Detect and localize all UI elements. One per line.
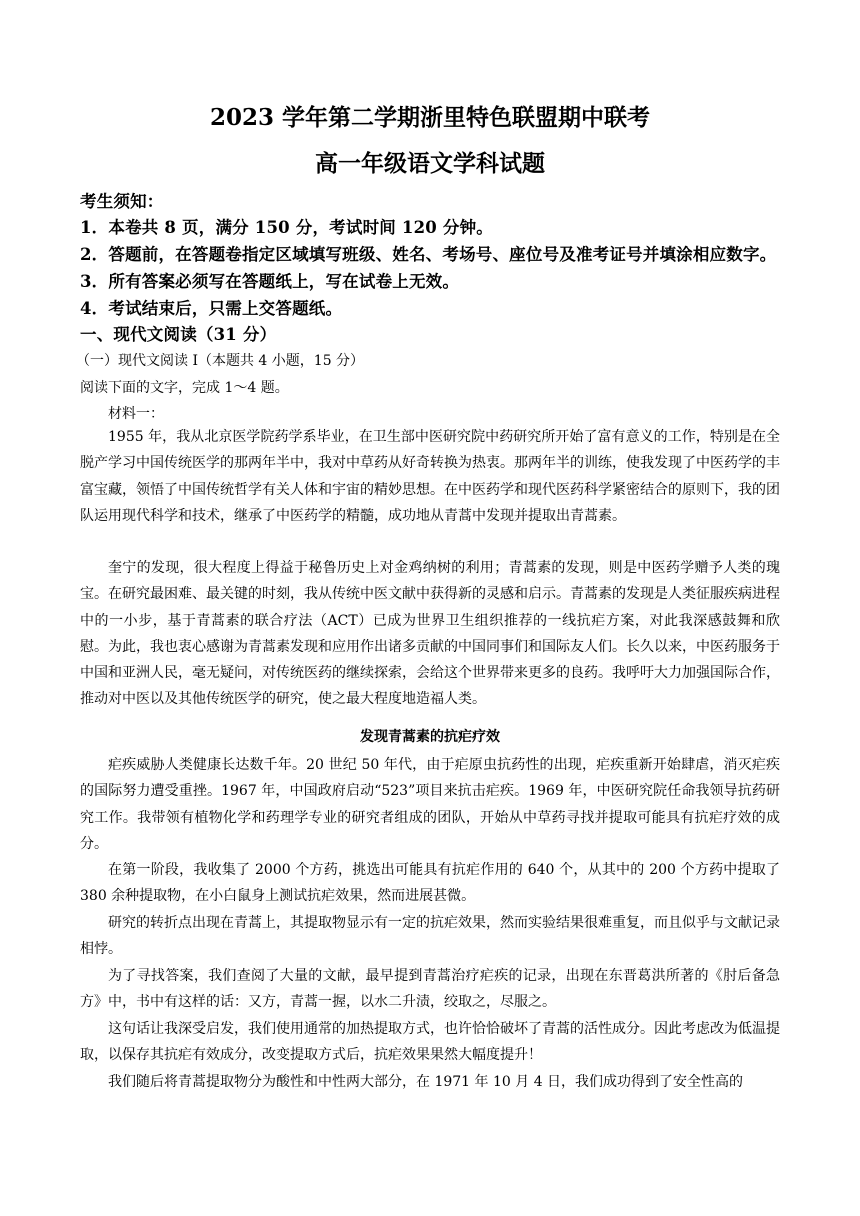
sub-section-heading: （一）现代文阅读 Ⅰ（本题共 4 小题，15 分） (76, 353, 365, 369)
paragraph-6: 为了寻找答案，我们查阅了大量的文献，最早提到青蒿治疗疟疾的记录，出现在东晋葛洪所著的《肘后备急方》中，书中有这样的话：又方，青蒿一握，以水二升渍，绞取之，尽服之。 (80, 968, 780, 1011)
notice-item-2: 2．答题前，在答题卷指定区域填写班级、姓名、考场号、座位号及准考证号并填涂相应数字。 (80, 245, 777, 264)
paragraph-4: 在第一阶段，我收集了 2000 个方药，挑选出可能具有抗疟作用的 640 个，从其中的 200 个方药中提取了 380 余种提取物，在小白鼠身上测试抗疟效果，然而进展甚微。 (80, 862, 780, 905)
paragraph-8: 我们随后将青蒿提取物分为酸性和中性两大部分，在 1971 年 10 月 4 日，我们成功得到了安全性高的 (108, 1074, 744, 1090)
article-title: 发现青蒿素的抗疟疗效 (360, 729, 500, 745)
notice-item-1: 1．本卷共 8 页，满分 150 分，考试时间 120 分钟。 (80, 218, 494, 237)
material-label: 材料一： (108, 406, 164, 422)
exam-title: 2023 学年第二学期浙里特色联盟期中联考 (209, 104, 651, 131)
notice-heading: 考生须知： (80, 192, 164, 211)
paragraph-7: 这句话让我深受启发，我们使用通常的加热提取方式，也许恰恰破坏了青蒿的活性成分。因此考虑改为低温提取，以保存其抗疟有效成分，改变提取方式后，抗疟效果果然大幅度提升！ (80, 1021, 780, 1064)
notice-item-3: 3．所有答案必须写在答题纸上，写在试卷上无效。 (80, 272, 460, 291)
paragraph-5: 研究的转折点出现在青蒿上，其提取物显示有一定的抗疟效果，然而实验结果很难重复，而且似乎与文献记录相悖。 (80, 915, 780, 958)
paragraph-3: 疟疾威胁人类健康长达数千年。20 世纪 50 年代，由于疟原虫抗药性的出现，疟疾重新开始肆虐，消灭疟疾的国际努力遭受重挫。1967 年，中国政府启动“523”项目来抗击疟疾。1969 年，中医研究院任命我领导抗药研究工作。我带领有植物化学和药理学专业的研究者组成的团队，开始从中草药寻找并提取可能具有抗疟疗效的成分。 (80, 757, 780, 852)
exam-subtitle: 高一年级语文学科试题 (315, 150, 545, 177)
reading-instruction: 阅读下面的文字，完成 1～4 题。 (80, 380, 289, 396)
notice-item-4: 4．考试结束后，只需上交答题纸。 (80, 299, 343, 318)
paragraph-2: 奎宁的发现，很大程度上得益于秘鲁历史上对金鸡纳树的利用；青蒿素的发现，则是中医药学赠予人类的瑰宝。在研究最困难、最关键的时刻，我从传统中医文献中获得新的灵感和启示。青蒿素的发现是人类征服疾病进程中的一小步，基于青蒿素的联合疗法（ACT）已成为世界卫生组织推荐的一线抗疟方案，对此我深感鼓舞和欣慰。为此，我也衷心感谢为青蒿素发现和应用作出诸多贡献的中国同事们和国际友人们。长久以来，中医药服务于中国和亚洲人民，毫无疑问，对传统医药的继续探索，会给这个世界带来更多的良药。我呼吁大力加强国际合作，推动对中医以及其他传统医学的研究，使之最大程度地造福人类。 (80, 560, 780, 708)
section-heading: 一、现代文阅读（31 分） (80, 325, 277, 344)
paragraph-1: 1955 年，我从北京医学院药学系毕业，在卫生部中医研究院中药研究所开始了富有意义的工作，特别是在全脱产学习中国传统医学的那两年半中，我对中草药从好奇转换为热衷。那两年半的训练，使我发现了中医药学的丰富宝藏，领悟了中国传统哲学有关人体和宇宙的精妙思想。在中医药学和现代医药科学紧密结合的原则下，我的团队运用现代科学和技术，继承了中医药学的精髓，成功地从青蒿中发现并提取出青蒿素。 (80, 429, 780, 524)
